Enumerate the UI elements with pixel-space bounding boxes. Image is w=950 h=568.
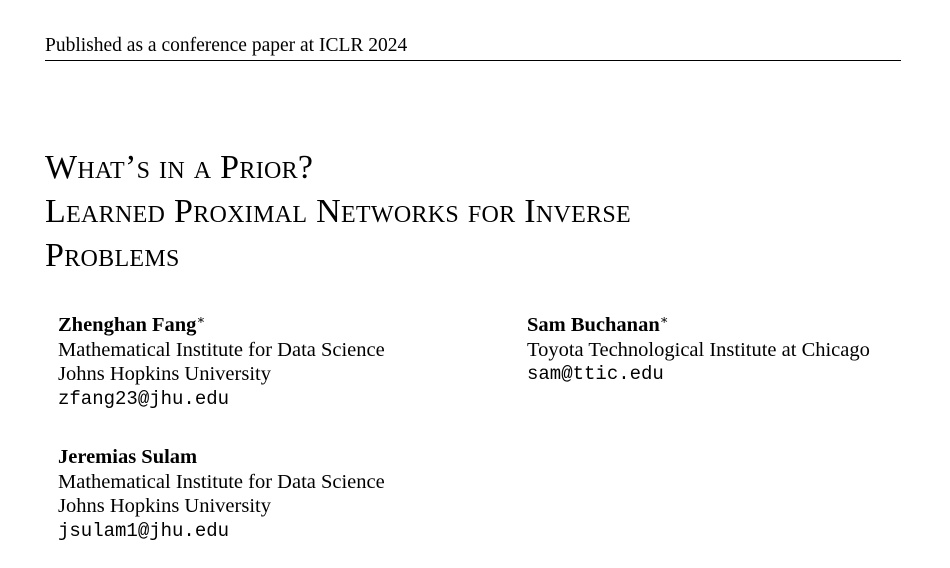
author-block-zhenghan-fang xyxy=(58,313,385,411)
author-email: jsulam1@jhu.edu xyxy=(58,519,230,542)
title-line-1: What’s in a Prior? xyxy=(45,149,314,186)
author-block-jeremias-sulam xyxy=(58,445,385,543)
paper-title xyxy=(45,146,905,278)
author-affiliation: Mathematical Institute for Data Science xyxy=(58,338,385,361)
author-name xyxy=(527,313,870,338)
author-block-sam-buchanan xyxy=(527,313,870,387)
venue-text: Published as a conference paper at ICLR 2024 xyxy=(45,35,408,56)
author-email: zfang23@jhu.edu xyxy=(58,387,230,410)
author-affiliation: Mathematical Institute for Data Science xyxy=(58,470,385,493)
author-affiliation: Johns Hopkins University xyxy=(58,363,271,385)
author-email: sam@ttic.edu xyxy=(527,363,664,385)
title-line-3: Problems xyxy=(45,237,180,274)
running-header xyxy=(45,34,901,61)
author-name-text: Zhenghan Fang xyxy=(58,314,197,336)
equal-contribution-mark: ∗ xyxy=(659,312,669,327)
author-name xyxy=(58,445,385,470)
equal-contribution-mark: ∗ xyxy=(196,312,206,327)
author-affiliation: Toyota Technological Institute at Chicago xyxy=(527,338,870,361)
author-name xyxy=(58,313,385,338)
author-name-text: Jeremias Sulam xyxy=(58,446,198,468)
author-name-text: Sam Buchanan xyxy=(527,314,660,336)
author-affiliation: Johns Hopkins University xyxy=(58,495,271,517)
title-line-2: Learned Proximal Networks for Inverse xyxy=(45,193,631,230)
